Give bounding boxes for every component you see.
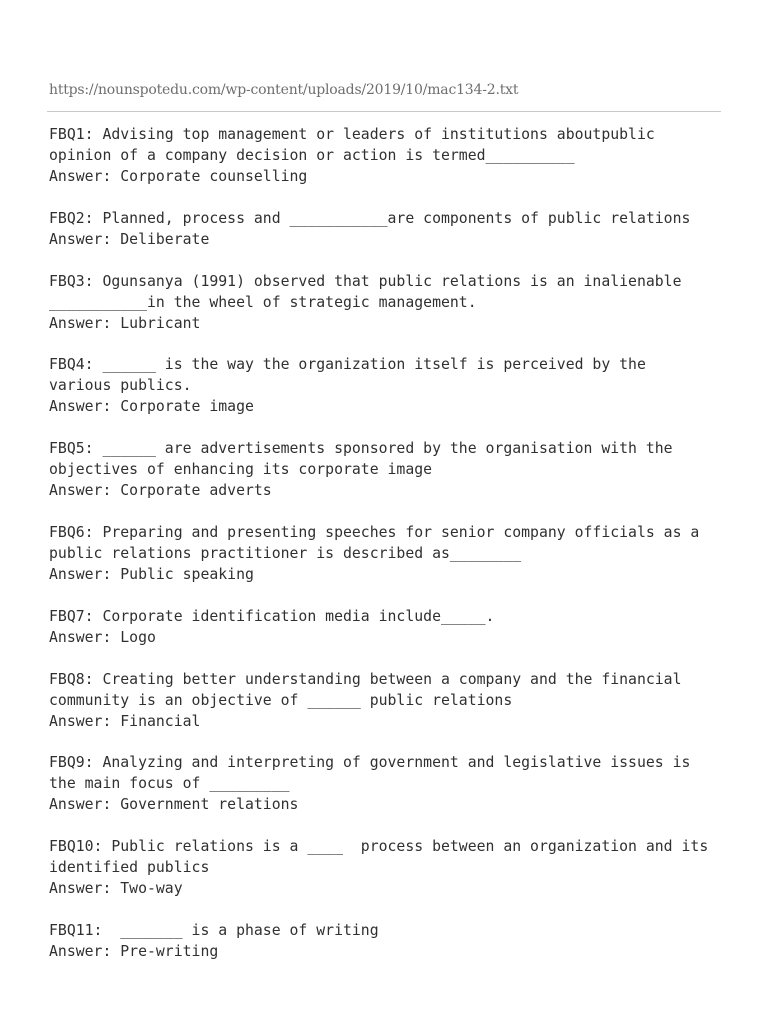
question-line: FBQ8: Creating better understanding between a company and the financial: [49, 670, 682, 688]
qa-item-11: [49, 920, 739, 962]
question-line: ___________in the wheel of strategic management.: [49, 293, 477, 311]
document-body: [49, 124, 739, 983]
qa-item-8: [49, 669, 739, 732]
question-line: public relations practitioner is described as________: [49, 544, 522, 562]
qa-item-6: [49, 522, 739, 585]
question-line: opinion of a company decision or action is termed__________: [49, 147, 575, 164]
qa-item-5: [49, 438, 739, 501]
question-line: identified publics: [49, 859, 210, 877]
answer-line: Answer: Public speaking: [49, 565, 254, 583]
answer-line: Answer: Financial: [49, 712, 201, 730]
answer-line: Answer: Government relations: [49, 796, 299, 814]
question-line: FBQ6: Preparing and presenting speeches for senior company officials as a: [49, 523, 700, 541]
question-line: FBQ5: ______ are advertisements sponsored by the organisation with the: [49, 440, 673, 458]
question-line: FBQ1: Advising top management or leaders of institutions aboutpublic: [49, 126, 655, 143]
answer-line: Answer: Two-way: [49, 880, 183, 898]
qa-item-3: [49, 271, 739, 334]
source-url: https://nounspotedu.com/wp-content/uploads/2019/10/mac134-2.txt: [49, 82, 519, 98]
qa-item-10: [49, 836, 739, 899]
qa-item-7: [49, 606, 739, 648]
answer-line: Answer: Logo: [49, 628, 156, 646]
question-line: various publics.: [49, 377, 192, 395]
question-line: FBQ2: Planned, process and ___________are components of public relations: [49, 209, 691, 227]
answer-line: Answer: Deliberate: [49, 230, 210, 248]
question-line: the main focus of _________: [49, 775, 290, 793]
qa-item-1: [49, 124, 739, 187]
answer-line: Answer: Pre-writing: [49, 942, 219, 960]
answer-line: Answer: Corporate adverts: [49, 482, 272, 500]
question-line: FBQ9: Analyzing and interpreting of government and legislative issues is: [49, 754, 691, 772]
answer-line: Answer: Corporate image: [49, 398, 254, 416]
answer-line: Answer: Corporate counselling: [49, 168, 308, 185]
question-line: FBQ7: Corporate identification media include_____.: [49, 607, 495, 625]
answer-line: Answer: Lubricant: [49, 314, 201, 332]
question-line: community is an objective of ______ public relations: [49, 691, 513, 709]
header-divider: [47, 111, 721, 112]
question-line: FBQ10: Public relations is a ____ process between an organization and its: [49, 838, 709, 856]
question-line: objectives of enhancing its corporate image: [49, 461, 433, 479]
qa-item-4: [49, 354, 739, 417]
question-line: FBQ4: ______ is the way the organization itself is perceived by the: [49, 356, 646, 374]
qa-item-2: [49, 208, 739, 250]
question-line: FBQ3: Ogunsanya (1991) observed that public relations is an inalienable: [49, 272, 682, 290]
question-line: FBQ11: _______ is a phase of writing: [49, 921, 379, 939]
qa-item-9: [49, 752, 739, 815]
